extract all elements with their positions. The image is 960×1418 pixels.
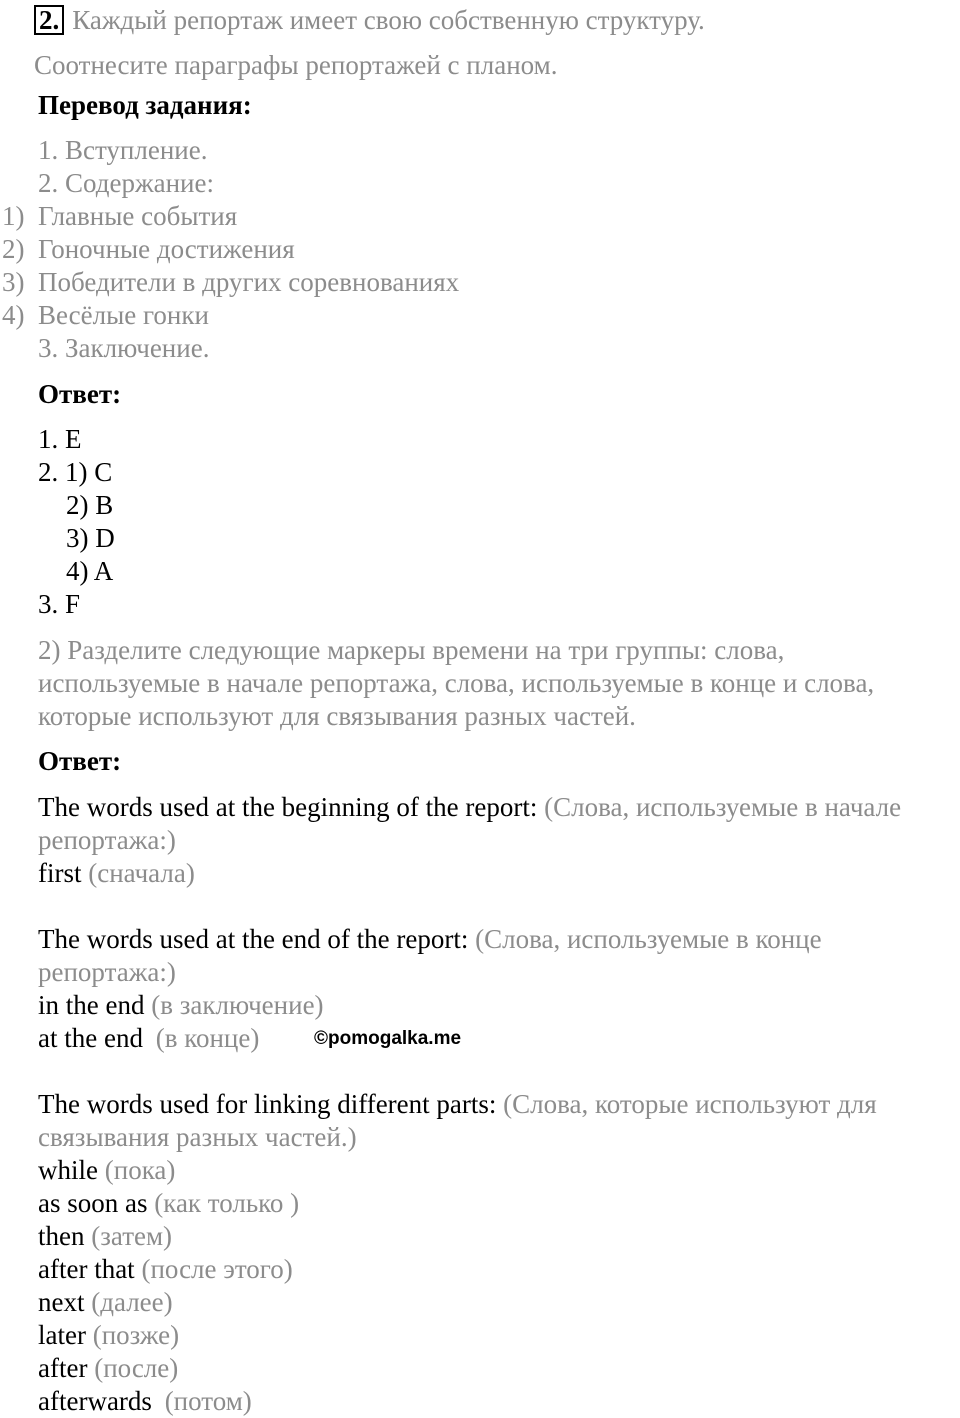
word-ru: (сначала) <box>88 858 195 888</box>
word-ru: (далее) <box>91 1287 173 1317</box>
group-title-ru: (Слова, используемые в начале <box>544 792 902 822</box>
plan-subitem: Весёлые гонки <box>38 300 209 330</box>
word-en: then <box>38 1221 85 1251</box>
task-number: 2. <box>34 5 64 35</box>
word-item <box>38 989 324 1022</box>
word-ru: (затем) <box>91 1221 173 1251</box>
plan-subitem-num: 3) <box>2 267 25 297</box>
group-title-en: The words used at the beginning of the report: <box>38 792 538 822</box>
plan-line-1: 1. Вступление. <box>38 135 208 165</box>
group-title <box>38 791 901 824</box>
answer2-heading: Ответ: <box>38 746 122 776</box>
word-item <box>38 1352 178 1385</box>
answer1-heading: Ответ: <box>38 379 122 409</box>
word-item <box>38 1253 293 1286</box>
task2-line: используемые в начале репортажа, слова, используемые в конце и слова, <box>38 668 875 698</box>
group-title-ru-cont: репортажа:) <box>38 957 176 987</box>
word-en: next <box>38 1287 85 1317</box>
translation-heading: Перевод задания: <box>38 90 252 120</box>
plan-subitem-num: 4) <box>2 300 25 330</box>
word-item <box>38 857 195 890</box>
group-title <box>38 1088 877 1121</box>
answer1-line: 2) B <box>66 490 114 520</box>
word-item <box>38 1187 299 1220</box>
plan-line-2: 2. Содержание: <box>38 168 214 198</box>
word-en: after that <box>38 1254 135 1284</box>
word-ru: (в конце) <box>155 1023 260 1053</box>
word-en: later <box>38 1320 86 1350</box>
word-ru: (как только ) <box>154 1188 300 1218</box>
word-en: in the end <box>38 990 145 1020</box>
word-ru: (потом) <box>164 1386 252 1416</box>
word-ru: (после) <box>94 1353 179 1383</box>
word-en: as soon as <box>38 1188 148 1218</box>
plan-subitem: Главные события <box>38 201 238 231</box>
word-item <box>38 1319 179 1352</box>
task-header <box>34 4 705 37</box>
answer1-line: 4) A <box>66 556 114 586</box>
word-item <box>38 1220 172 1253</box>
answer1-line: 1. E <box>38 424 82 454</box>
word-en: first <box>38 858 82 888</box>
word-item <box>38 1286 173 1319</box>
word-item <box>38 1154 175 1187</box>
group-title-en: The words used for linking different parts: <box>38 1089 497 1119</box>
word-ru: (в заключение) <box>151 990 324 1020</box>
plan-subitem: Гоночные достижения <box>38 234 295 264</box>
plan-subitem: Победители в других соревнованиях <box>38 267 460 297</box>
task2-line: которые используют для связывания разных частей. <box>38 701 636 731</box>
word-ru: (позже) <box>92 1320 180 1350</box>
word-item <box>38 1385 252 1418</box>
task-title: Каждый репортаж имеет свою собственную структуру. <box>72 5 705 35</box>
answer1-line: 2. 1) C <box>38 457 113 487</box>
watermark: ©pomogalka.me <box>314 1028 462 1049</box>
task2-line: 2) Разделите следующие маркеры времени на три группы: слова, <box>38 635 785 665</box>
word-en: while <box>38 1155 98 1185</box>
group-title-ru: (Слова, которые используют для <box>503 1089 877 1119</box>
word-item <box>38 1022 259 1055</box>
word-en: after <box>38 1353 88 1383</box>
task-instruction: Соотнесите параграфы репортажей с планом. <box>34 50 558 80</box>
answer1-line: 3. F <box>38 589 81 619</box>
group-title-ru-cont: связывания разных частей.) <box>38 1122 357 1152</box>
group-title <box>38 923 822 956</box>
group-title-ru: (Слова, используемые в конце <box>475 924 822 954</box>
plan-line-3: 3. Заключение. <box>38 333 210 363</box>
group-title-en: The words used at the end of the report: <box>38 924 469 954</box>
word-en: at the end <box>38 1023 143 1053</box>
word-ru: (пока) <box>104 1155 176 1185</box>
word-ru: (после этого) <box>141 1254 293 1284</box>
answer1-line: 3) D <box>66 523 115 553</box>
plan-subitem-num: 2) <box>2 234 25 264</box>
word-en: afterwards <box>38 1386 152 1416</box>
plan-subitem-num: 1) <box>2 201 25 231</box>
group-title-ru-cont: репортажа:) <box>38 825 176 855</box>
